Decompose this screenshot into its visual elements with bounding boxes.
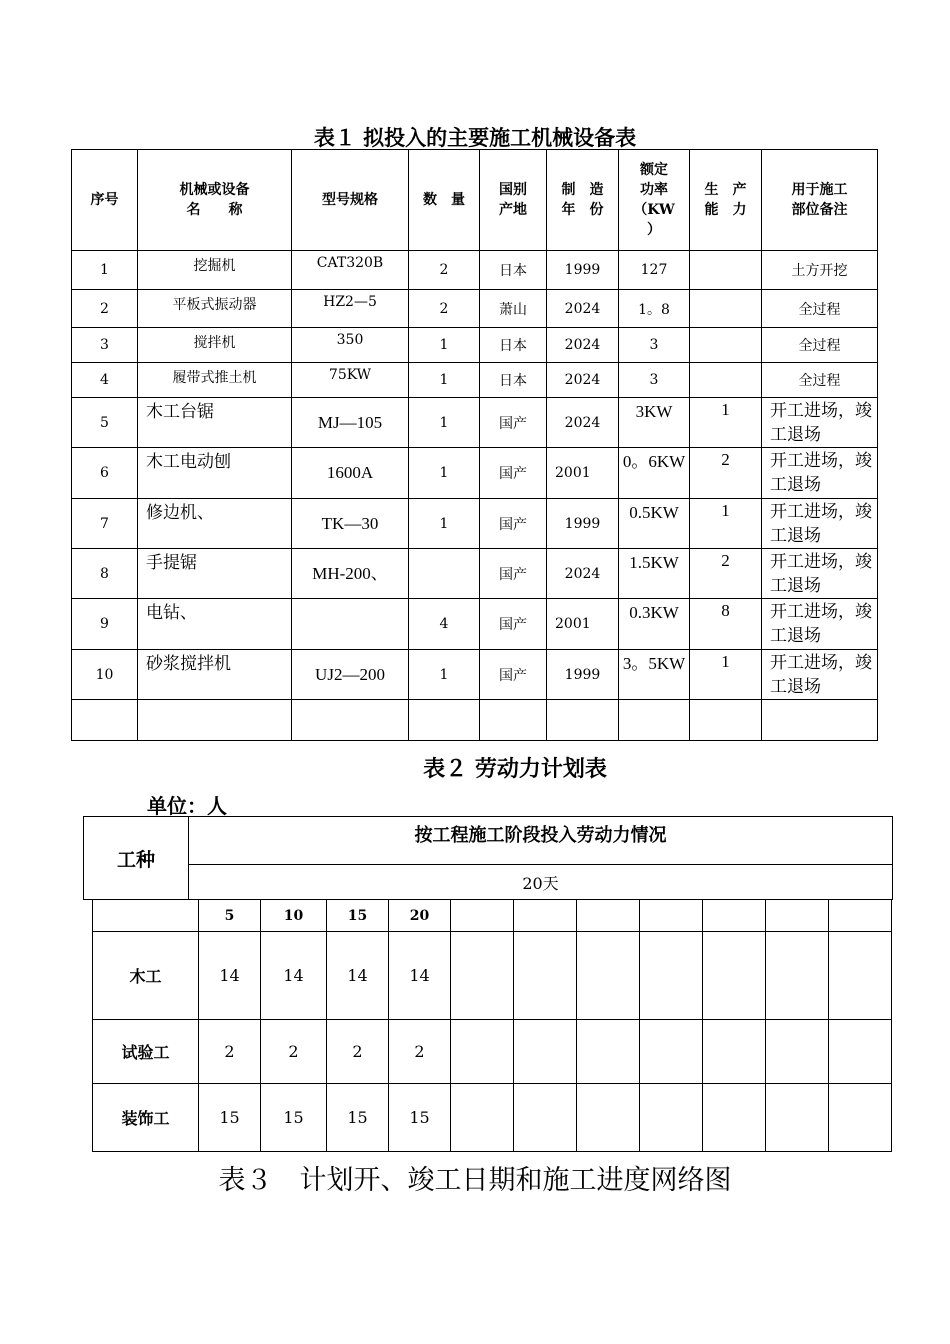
cell-model: HZ2—5 bbox=[292, 290, 409, 328]
cell-model: 75KW bbox=[292, 363, 409, 398]
cell-model bbox=[292, 599, 409, 650]
equipment-table bbox=[71, 149, 878, 741]
cell-name: 砂浆搅拌机 bbox=[138, 650, 292, 700]
cell-empty bbox=[640, 900, 703, 932]
cell-model: 1600A bbox=[292, 448, 409, 499]
cell-serial: 5 bbox=[72, 398, 138, 448]
cell-year: 2024 bbox=[547, 363, 619, 398]
cell-serial: 4 bbox=[72, 363, 138, 398]
header-usage: 用于施工 部位备注 bbox=[762, 150, 878, 251]
cell-serial: 10 bbox=[72, 650, 138, 700]
cell-year: 2001 bbox=[547, 448, 619, 499]
labor-count: 15 bbox=[327, 1084, 389, 1152]
cell-empty bbox=[138, 700, 292, 741]
cell-empty bbox=[703, 932, 766, 1020]
header-name: 机械或设备 名 称 bbox=[138, 150, 292, 251]
cell-empty bbox=[829, 1020, 892, 1084]
day-header: 20 bbox=[389, 900, 451, 932]
table-row bbox=[72, 448, 878, 499]
cell-empty bbox=[480, 700, 547, 741]
cell-empty bbox=[640, 1020, 703, 1084]
labor-count: 14 bbox=[199, 932, 261, 1020]
cell-capacity: 1 bbox=[690, 499, 762, 549]
cell-model: UJ2—200 bbox=[292, 650, 409, 700]
cell-serial: 7 bbox=[72, 499, 138, 549]
cell-empty bbox=[766, 1020, 829, 1084]
cell-capacity bbox=[690, 363, 762, 398]
cell-origin: 国产 bbox=[480, 398, 547, 448]
cell-origin: 国产 bbox=[480, 599, 547, 650]
cell-empty bbox=[640, 932, 703, 1020]
table-row bbox=[72, 599, 878, 650]
cell-empty bbox=[577, 932, 640, 1020]
cell-model: 350 bbox=[292, 328, 409, 363]
cell-serial: 3 bbox=[72, 328, 138, 363]
cell-usage: 全过程 bbox=[762, 290, 878, 328]
cell-serial: 8 bbox=[72, 549, 138, 599]
cell-serial: 6 bbox=[72, 448, 138, 499]
cell-empty bbox=[514, 900, 577, 932]
cell-name: 平板式振动器 bbox=[138, 290, 292, 328]
cell-empty bbox=[577, 1084, 640, 1152]
cell-empty bbox=[829, 900, 892, 932]
cell-capacity bbox=[690, 290, 762, 328]
cell-power: 0.3KW bbox=[619, 599, 690, 650]
worktype-name: 装饰工 bbox=[93, 1084, 199, 1152]
header-capacity: 生 产 能 力 bbox=[690, 150, 762, 251]
cell-empty bbox=[640, 1084, 703, 1152]
cell-power: 3 bbox=[619, 363, 690, 398]
labor-count: 2 bbox=[389, 1020, 451, 1084]
cell-capacity: 2 bbox=[690, 448, 762, 499]
day-header: 5 bbox=[199, 900, 261, 932]
labor-header-table bbox=[83, 816, 893, 900]
cell-model: MJ—105 bbox=[292, 398, 409, 448]
cell-qty: 2 bbox=[409, 290, 480, 328]
header-origin: 国别 产地 bbox=[480, 150, 547, 251]
cell-empty bbox=[514, 1084, 577, 1152]
cell-usage: 开工进场，竣工退场 bbox=[762, 398, 878, 448]
cell-empty bbox=[829, 932, 892, 1020]
cell-serial: 2 bbox=[72, 290, 138, 328]
cell-origin: 日本 bbox=[480, 251, 547, 290]
cell-capacity: 2 bbox=[690, 549, 762, 599]
cell-name: 木工台锯 bbox=[138, 398, 292, 448]
cell-empty bbox=[451, 1020, 514, 1084]
cell-empty bbox=[72, 700, 138, 741]
cell-empty bbox=[619, 700, 690, 741]
day-header: 10 bbox=[261, 900, 327, 932]
labor-count: 2 bbox=[327, 1020, 389, 1084]
cell-name: 修边机、 bbox=[138, 499, 292, 549]
labor-count: 14 bbox=[261, 932, 327, 1020]
labor-header-row bbox=[93, 900, 892, 932]
cell-usage: 开工进场，竣工退场 bbox=[762, 549, 878, 599]
labor-row bbox=[93, 1084, 892, 1152]
cell-model: CAT320B bbox=[292, 251, 409, 290]
equipment-header-row bbox=[72, 150, 878, 251]
labor-count: 15 bbox=[261, 1084, 327, 1152]
stage-label: 按工程施工阶段投入劳动力情况 bbox=[189, 817, 893, 865]
cell-model: TK—30 bbox=[292, 499, 409, 549]
cell-name: 履带式推土机 bbox=[138, 363, 292, 398]
table-row bbox=[72, 251, 878, 290]
cell-empty bbox=[766, 932, 829, 1020]
cell-usage: 全过程 bbox=[762, 328, 878, 363]
cell-empty bbox=[514, 932, 577, 1020]
cell-year: 2024 bbox=[547, 549, 619, 599]
labor-count: 15 bbox=[199, 1084, 261, 1152]
cell-empty bbox=[451, 1084, 514, 1152]
labor-count: 15 bbox=[389, 1084, 451, 1152]
cell-qty: 1 bbox=[409, 448, 480, 499]
table-row bbox=[72, 290, 878, 328]
unit-label: 单位：人 bbox=[147, 794, 227, 818]
cell-usage: 开工进场，竣工退场 bbox=[762, 650, 878, 700]
cell-name: 搅拌机 bbox=[138, 328, 292, 363]
cell-capacity bbox=[690, 328, 762, 363]
table1-title: 表１ 拟投入的主要施工机械设备表 bbox=[313, 125, 637, 150]
table2-title: 表２ 劳动力计划表 bbox=[423, 756, 607, 782]
cell-empty bbox=[703, 900, 766, 932]
cell-empty bbox=[547, 700, 619, 741]
cell-capacity: 8 bbox=[690, 599, 762, 650]
cell-name: 电钻、 bbox=[138, 599, 292, 650]
cell-empty bbox=[451, 932, 514, 1020]
cell-serial: 9 bbox=[72, 599, 138, 650]
cell-usage: 土方开挖 bbox=[762, 251, 878, 290]
cell-power: 0。6KW bbox=[619, 448, 690, 499]
labor-count: 14 bbox=[389, 932, 451, 1020]
cell-qty: 1 bbox=[409, 650, 480, 700]
cell-empty bbox=[577, 1020, 640, 1084]
cell-origin: 国产 bbox=[480, 499, 547, 549]
cell-qty bbox=[409, 549, 480, 599]
cell-usage: 开工进场，竣工退场 bbox=[762, 499, 878, 549]
cell-qty: 1 bbox=[409, 363, 480, 398]
table-row bbox=[72, 398, 878, 448]
cell-empty bbox=[409, 700, 480, 741]
cell-empty bbox=[514, 1020, 577, 1084]
duration-label: 20天 bbox=[189, 865, 893, 900]
cell-name: 挖掘机 bbox=[138, 251, 292, 290]
cell-power: 3KW bbox=[619, 398, 690, 448]
header-model: 型号规格 bbox=[292, 150, 409, 251]
labor-plan-table bbox=[92, 899, 892, 1152]
cell-qty: 4 bbox=[409, 599, 480, 650]
table-row bbox=[72, 499, 878, 549]
labor-row bbox=[93, 932, 892, 1020]
worktype-label: 工种 bbox=[84, 817, 189, 900]
cell-year: 1999 bbox=[547, 650, 619, 700]
cell-origin: 国产 bbox=[480, 650, 547, 700]
header-power: 额定 功率 （KW ） bbox=[619, 150, 690, 251]
header-serial: 序号 bbox=[72, 150, 138, 251]
cell-year: 2001 bbox=[547, 599, 619, 650]
cell-origin: 国产 bbox=[480, 549, 547, 599]
cell-qty: 1 bbox=[409, 499, 480, 549]
cell-qty: 1 bbox=[409, 398, 480, 448]
cell-usage: 开工进场，竣工退场 bbox=[762, 599, 878, 650]
cell-power: 0.5KW bbox=[619, 499, 690, 549]
labor-row bbox=[93, 1020, 892, 1084]
cell-power: 3 bbox=[619, 328, 690, 363]
cell-year: 2024 bbox=[547, 398, 619, 448]
cell-year: 2024 bbox=[547, 290, 619, 328]
cell-origin: 日本 bbox=[480, 328, 547, 363]
cell-year: 2024 bbox=[547, 328, 619, 363]
cell-name: 手提锯 bbox=[138, 549, 292, 599]
header-year: 制 造 年 份 bbox=[547, 150, 619, 251]
cell-qty: 1 bbox=[409, 328, 480, 363]
cell-origin: 日本 bbox=[480, 363, 547, 398]
cell-empty bbox=[577, 900, 640, 932]
cell-qty: 2 bbox=[409, 251, 480, 290]
labor-count: 2 bbox=[261, 1020, 327, 1084]
cell-empty bbox=[766, 1084, 829, 1152]
cell-name: 木工电动刨 bbox=[138, 448, 292, 499]
cell-capacity: 1 bbox=[690, 398, 762, 448]
cell-capacity: 1 bbox=[690, 650, 762, 700]
cell-power: 3。5KW bbox=[619, 650, 690, 700]
cell-usage: 全过程 bbox=[762, 363, 878, 398]
table-row-empty bbox=[72, 700, 878, 741]
cell-year: 1999 bbox=[547, 251, 619, 290]
cell-empty bbox=[703, 1084, 766, 1152]
cell-empty bbox=[292, 700, 409, 741]
cell-empty bbox=[690, 700, 762, 741]
table-row bbox=[72, 328, 878, 363]
cell-origin: 国产 bbox=[480, 448, 547, 499]
cell-power: 1.5KW bbox=[619, 549, 690, 599]
cell-empty bbox=[766, 900, 829, 932]
cell-empty bbox=[703, 1020, 766, 1084]
cell-power: 127 bbox=[619, 251, 690, 290]
table-row bbox=[72, 650, 878, 700]
cell-empty bbox=[762, 700, 878, 741]
worktype-name: 木工 bbox=[93, 932, 199, 1020]
cell-model: MH-200、 bbox=[292, 549, 409, 599]
cell-usage: 开工进场，竣工退场 bbox=[762, 448, 878, 499]
labor-count: 2 bbox=[199, 1020, 261, 1084]
day-header: 15 bbox=[327, 900, 389, 932]
header-qty: 数 量 bbox=[409, 150, 480, 251]
cell-empty bbox=[451, 900, 514, 932]
cell-origin: 萧山 bbox=[480, 290, 547, 328]
cell-capacity bbox=[690, 251, 762, 290]
table3-title: 表３ 计划开、竣工日期和施工进度网络图 bbox=[218, 1165, 732, 1196]
cell-empty bbox=[93, 900, 199, 932]
table-row bbox=[72, 363, 878, 398]
cell-serial: 1 bbox=[72, 251, 138, 290]
worktype-name: 试验工 bbox=[93, 1020, 199, 1084]
table-row bbox=[72, 549, 878, 599]
cell-power: 1。8 bbox=[619, 290, 690, 328]
labor-count: 14 bbox=[327, 932, 389, 1020]
cell-empty bbox=[829, 1084, 892, 1152]
cell-year: 1999 bbox=[547, 499, 619, 549]
